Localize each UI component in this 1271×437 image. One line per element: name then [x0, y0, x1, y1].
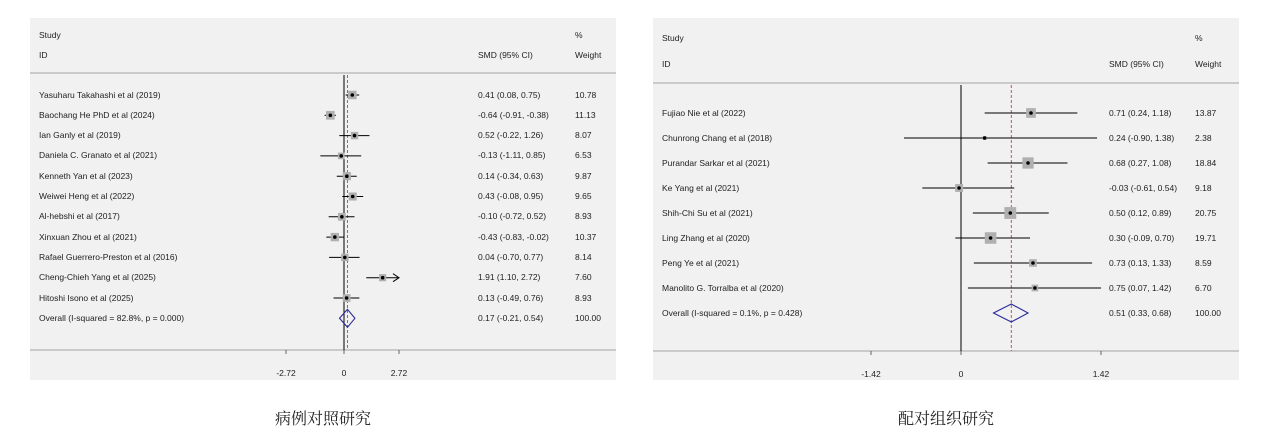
- study-label: Xinxuan Zhou et al (2021): [39, 231, 137, 242]
- study-weight: 8.93: [575, 211, 592, 222]
- point-estimate: [333, 235, 337, 239]
- study-ci: 0.68 (0.27, 1.08): [1109, 157, 1172, 168]
- point-estimate: [351, 195, 355, 199]
- study-label: Ian Ganly et al (2019): [39, 130, 121, 141]
- study-label: Kenneth Yan et al (2023): [39, 170, 133, 181]
- point-estimate: [983, 136, 987, 140]
- axis-tick-label: -1.42: [861, 369, 881, 379]
- study-weight: 19.71: [1195, 232, 1217, 243]
- point-estimate: [1033, 286, 1037, 290]
- study-ci: 0.75 (0.07, 1.42): [1109, 282, 1172, 293]
- point-estimate: [989, 236, 993, 240]
- study-weight: 9.18: [1195, 182, 1212, 193]
- point-estimate: [345, 296, 349, 300]
- study-ci: 0.13 (-0.49, 0.76): [478, 292, 544, 303]
- study-weight: 8.07: [575, 130, 592, 141]
- study-weight: 11.13: [575, 109, 596, 120]
- study-ci: -0.43 (-0.83, -0.02): [478, 231, 549, 242]
- forest-plot-case-control: [30, 18, 616, 380]
- study-weight: 9.87: [575, 170, 592, 181]
- header-id: ID: [39, 50, 48, 60]
- axis-tick-label: 0: [341, 368, 347, 378]
- forest-plot-paired-tissue: [653, 18, 1239, 380]
- overall-ci: 0.17 (-0.21, 0.54): [478, 312, 544, 323]
- study-ci: 0.73 (0.13, 1.33): [1109, 257, 1172, 268]
- study-weight: 6.53: [575, 150, 592, 161]
- overall-label: Overall (I-squared = 82.8%, p = 0.000): [39, 312, 185, 323]
- caption-paired-tissue: 配对组织研究: [897, 409, 994, 428]
- header-study: Study: [39, 30, 61, 40]
- point-estimate: [1026, 161, 1030, 165]
- point-estimate: [340, 215, 344, 219]
- study-ci: -0.10 (-0.72, 0.52): [478, 211, 547, 222]
- study-label: Hitoshi Isono et al (2025): [39, 292, 134, 303]
- study-label: Baochang He PhD et al (2024): [39, 109, 155, 120]
- study-ci: 0.30 (-0.09, 0.70): [1109, 232, 1175, 243]
- study-label: Purandar Sarkar et al (2021): [662, 157, 770, 168]
- overall-weight: 100.00: [575, 312, 601, 323]
- study-label: Shih-Chi Su et al (2021): [662, 207, 753, 218]
- header-weight: Weight: [575, 50, 602, 60]
- overall-diamond: [994, 304, 1029, 322]
- point-estimate: [339, 154, 343, 158]
- point-estimate: [345, 174, 349, 178]
- study-weight: 7.60: [575, 272, 592, 283]
- point-estimate: [1029, 111, 1033, 115]
- header-weight: Weight: [1195, 59, 1222, 69]
- overall-ci: 0.51 (0.33, 0.68): [1109, 307, 1172, 318]
- study-ci: 0.04 (-0.70, 0.77): [478, 251, 544, 262]
- study-ci: -0.03 (-0.61, 0.54): [1109, 182, 1178, 193]
- study-label: Manolito G. Torralba et al (2020): [662, 282, 784, 293]
- study-label: Chunrong Chang et al (2018): [662, 132, 773, 143]
- point-estimate: [1008, 211, 1012, 215]
- study-ci: 0.71 (0.24, 1.18): [1109, 107, 1172, 118]
- study-ci: 0.14 (-0.34, 0.63): [478, 170, 544, 181]
- study-label: Al-hebshi et al (2017): [39, 211, 120, 222]
- point-estimate: [957, 186, 961, 190]
- study-ci: 0.41 (0.08, 0.75): [478, 89, 541, 100]
- study-weight: 10.37: [575, 231, 597, 242]
- study-label: Fujiao Nie et al (2022): [662, 107, 746, 118]
- header-ci: SMD (95% CI): [1109, 59, 1164, 69]
- axis-tick-label: 1.42: [1092, 369, 1110, 379]
- point-estimate: [353, 134, 357, 138]
- study-ci: 0.24 (-0.90, 1.38): [1109, 132, 1175, 143]
- header-study: Study: [662, 33, 684, 43]
- study-ci: 0.52 (-0.22, 1.26): [478, 130, 544, 141]
- study-weight: 8.59: [1195, 257, 1212, 268]
- overall-weight: 100.00: [1195, 307, 1221, 318]
- point-estimate: [1031, 261, 1035, 265]
- study-weight: 20.75: [1195, 207, 1217, 218]
- forest-svg: [653, 18, 1239, 380]
- header-pct: %: [1195, 33, 1203, 43]
- header-id: ID: [662, 59, 671, 69]
- point-estimate: [329, 114, 333, 118]
- study-ci: -0.13 (-1.11, 0.85): [478, 150, 546, 161]
- study-label: Ling Zhang et al (2020): [662, 232, 750, 243]
- study-ci: 1.91 (1.10, 2.72): [478, 272, 541, 283]
- header-ci: SMD (95% CI): [478, 50, 533, 60]
- axis-tick-label: 2.72: [390, 368, 408, 378]
- study-weight: 9.65: [575, 191, 592, 201]
- study-label: Cheng-Chieh Yang et al (2025): [39, 272, 156, 283]
- study-weight: 8.14: [575, 251, 592, 262]
- study-label: Yasuharu Takahashi et al (2019): [39, 89, 161, 100]
- study-weight: 13.87: [1195, 107, 1217, 118]
- point-estimate: [343, 256, 347, 260]
- point-estimate: [381, 276, 385, 280]
- study-weight: 8.93: [575, 292, 592, 303]
- study-label: Weiwei Heng et al (2022): [39, 191, 135, 201]
- overall-label: Overall (I-squared = 0.1%, p = 0.428): [662, 307, 803, 318]
- header-pct: %: [575, 30, 583, 40]
- study-weight: 10.78: [575, 89, 597, 100]
- study-label: Ke Yang et al (2021): [662, 182, 740, 193]
- caption-case-control: 病例对照研究: [274, 409, 371, 428]
- study-label: Daniela C. Granato et al (2021): [39, 150, 158, 161]
- study-weight: 18.84: [1195, 157, 1217, 168]
- study-ci: 0.50 (0.12, 0.89): [1109, 207, 1172, 218]
- study-ci: -0.64 (-0.91, -0.38): [478, 109, 549, 120]
- study-ci: 0.43 (-0.08, 0.95): [478, 191, 544, 201]
- study-label: Rafael Guerrero-Preston et al (2016): [39, 251, 178, 262]
- study-weight: 2.38: [1195, 132, 1212, 143]
- study-label: Peng Ye et al (2021): [662, 257, 740, 268]
- point-estimate: [350, 93, 354, 97]
- axis-tick-label: 0: [958, 369, 964, 379]
- study-weight: 6.70: [1195, 282, 1212, 293]
- axis-tick-label: -2.72: [276, 368, 296, 378]
